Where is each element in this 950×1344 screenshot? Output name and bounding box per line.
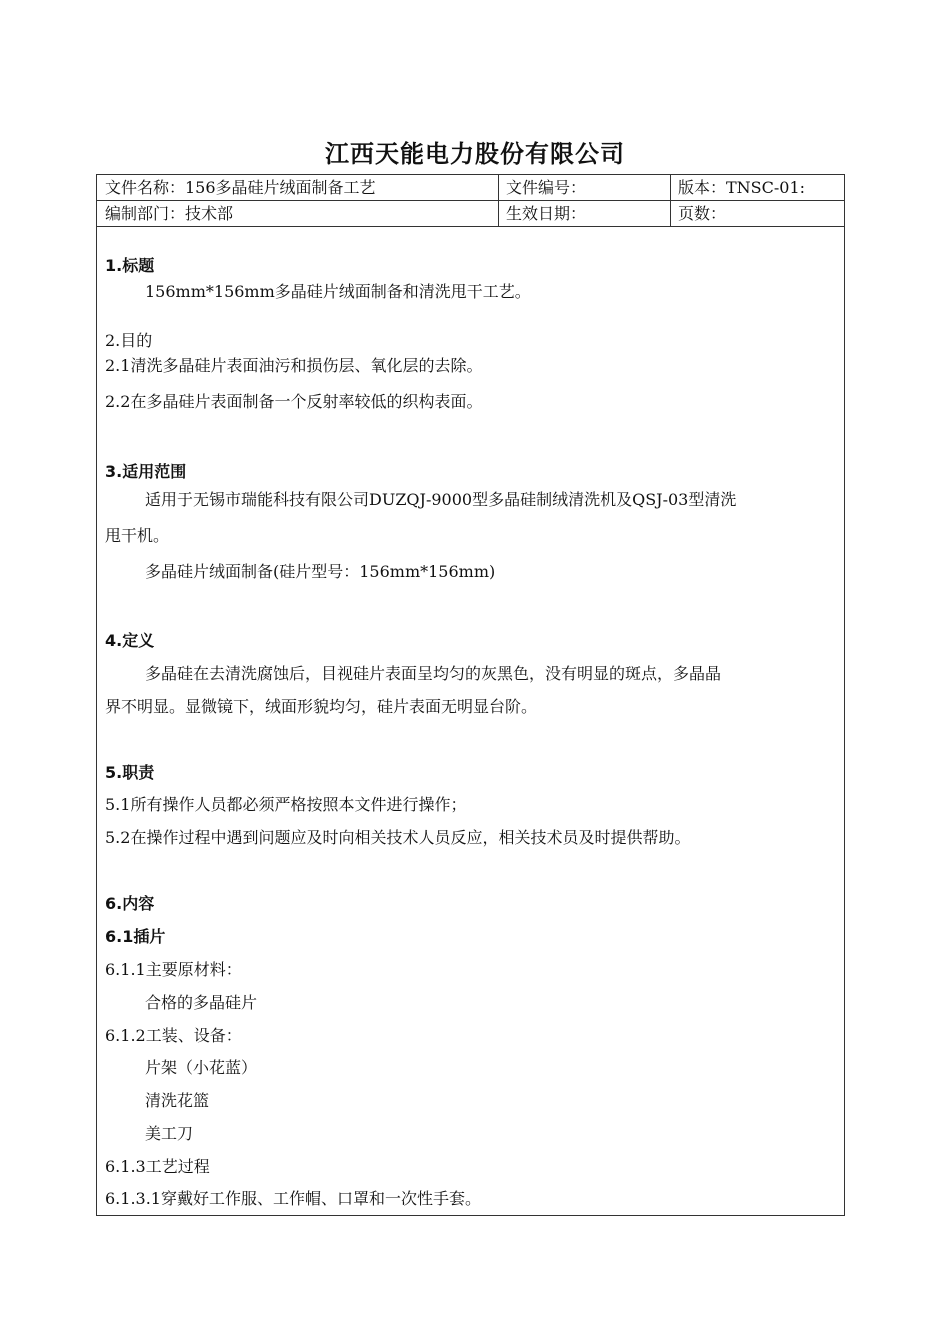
header-col-divider-2 [670, 175, 671, 227]
department-cell: 编制部门：技术部 [105, 204, 234, 223]
section-3-text-line1: 适用于无锡市瑞能科技有限公司DUZQJ-9000型多晶硅制绒清洗机及QSJ-03型清洗 [145, 490, 737, 509]
document-frame [96, 174, 845, 1216]
section-6-1-1-item: 合格的多晶硅片 [145, 993, 258, 1012]
section-6-1-3: 6.1.3工艺过程 [105, 1157, 210, 1176]
section-4-heading: 4.定义 [105, 631, 155, 650]
header-col-divider-1 [498, 175, 499, 227]
section-6-1-1: 6.1.1主要原材料： [105, 960, 242, 979]
section-6-heading: 6.内容 [105, 894, 155, 913]
file-number-cell: 文件编号： [506, 178, 587, 197]
section-2-heading: 2.目的 [105, 331, 153, 350]
section-3-text-line2: 甩干机。 [105, 526, 170, 545]
effective-date-cell: 生效日期： [506, 204, 587, 223]
company-title: 江西天能电力股份有限公司 [325, 140, 625, 168]
section-4-text-line1: 多晶硅在去清洗腐蚀后，目视硅片表面呈均匀的灰黑色，没有明显的斑点，多晶晶 [145, 664, 722, 683]
header-bottom-divider [97, 226, 844, 227]
section-6-1-2: 6.1.2工装、设备： [105, 1026, 242, 1045]
section-2-1: 2.1清洗多晶硅片表面油污和损伤层、氧化层的去除。 [105, 356, 483, 375]
section-6-1-heading: 6.1插片 [105, 927, 166, 946]
section-6-1-3-1: 6.1.3.1穿戴好工作服、工作帽、口罩和一次性手套。 [105, 1189, 481, 1208]
section-6-1-2-item-3: 美工刀 [145, 1124, 194, 1143]
section-1-heading: 1.标题 [105, 256, 155, 275]
section-6-1-2-item-2: 清洗花篮 [145, 1091, 210, 1110]
section-1-text: 156mm*156mm多晶硅片绒面制备和清洗甩干工艺。 [145, 282, 531, 301]
header-row-divider [97, 200, 844, 201]
section-6-1-2-item-1: 片架（小花蓝） [145, 1058, 258, 1077]
section-5-heading: 5.职责 [105, 763, 155, 782]
section-4-text-line2: 界不明显。显微镜下，绒面形貌均匀，硅片表面无明显台阶。 [105, 697, 538, 716]
version-cell: 版本：TNSC-01: [678, 178, 806, 197]
section-3-text-line3: 多晶硅片绒面制备(硅片型号：156mm*156mm) [145, 562, 496, 581]
file-name-cell: 文件名称：156多晶硅片绒面制备工艺 [105, 178, 376, 197]
section-2-2: 2.2在多晶硅片表面制备一个反射率较低的织构表面。 [105, 392, 483, 411]
section-3-heading: 3.适用范围 [105, 462, 187, 481]
section-5-1: 5.1所有操作人员都必须严格按照本文件进行操作； [105, 795, 467, 814]
section-5-2: 5.2在操作过程中遇到问题应及时向相关技术人员反应，相关技术员及时提供帮助。 [105, 828, 691, 847]
pages-cell: 页数： [678, 204, 727, 223]
